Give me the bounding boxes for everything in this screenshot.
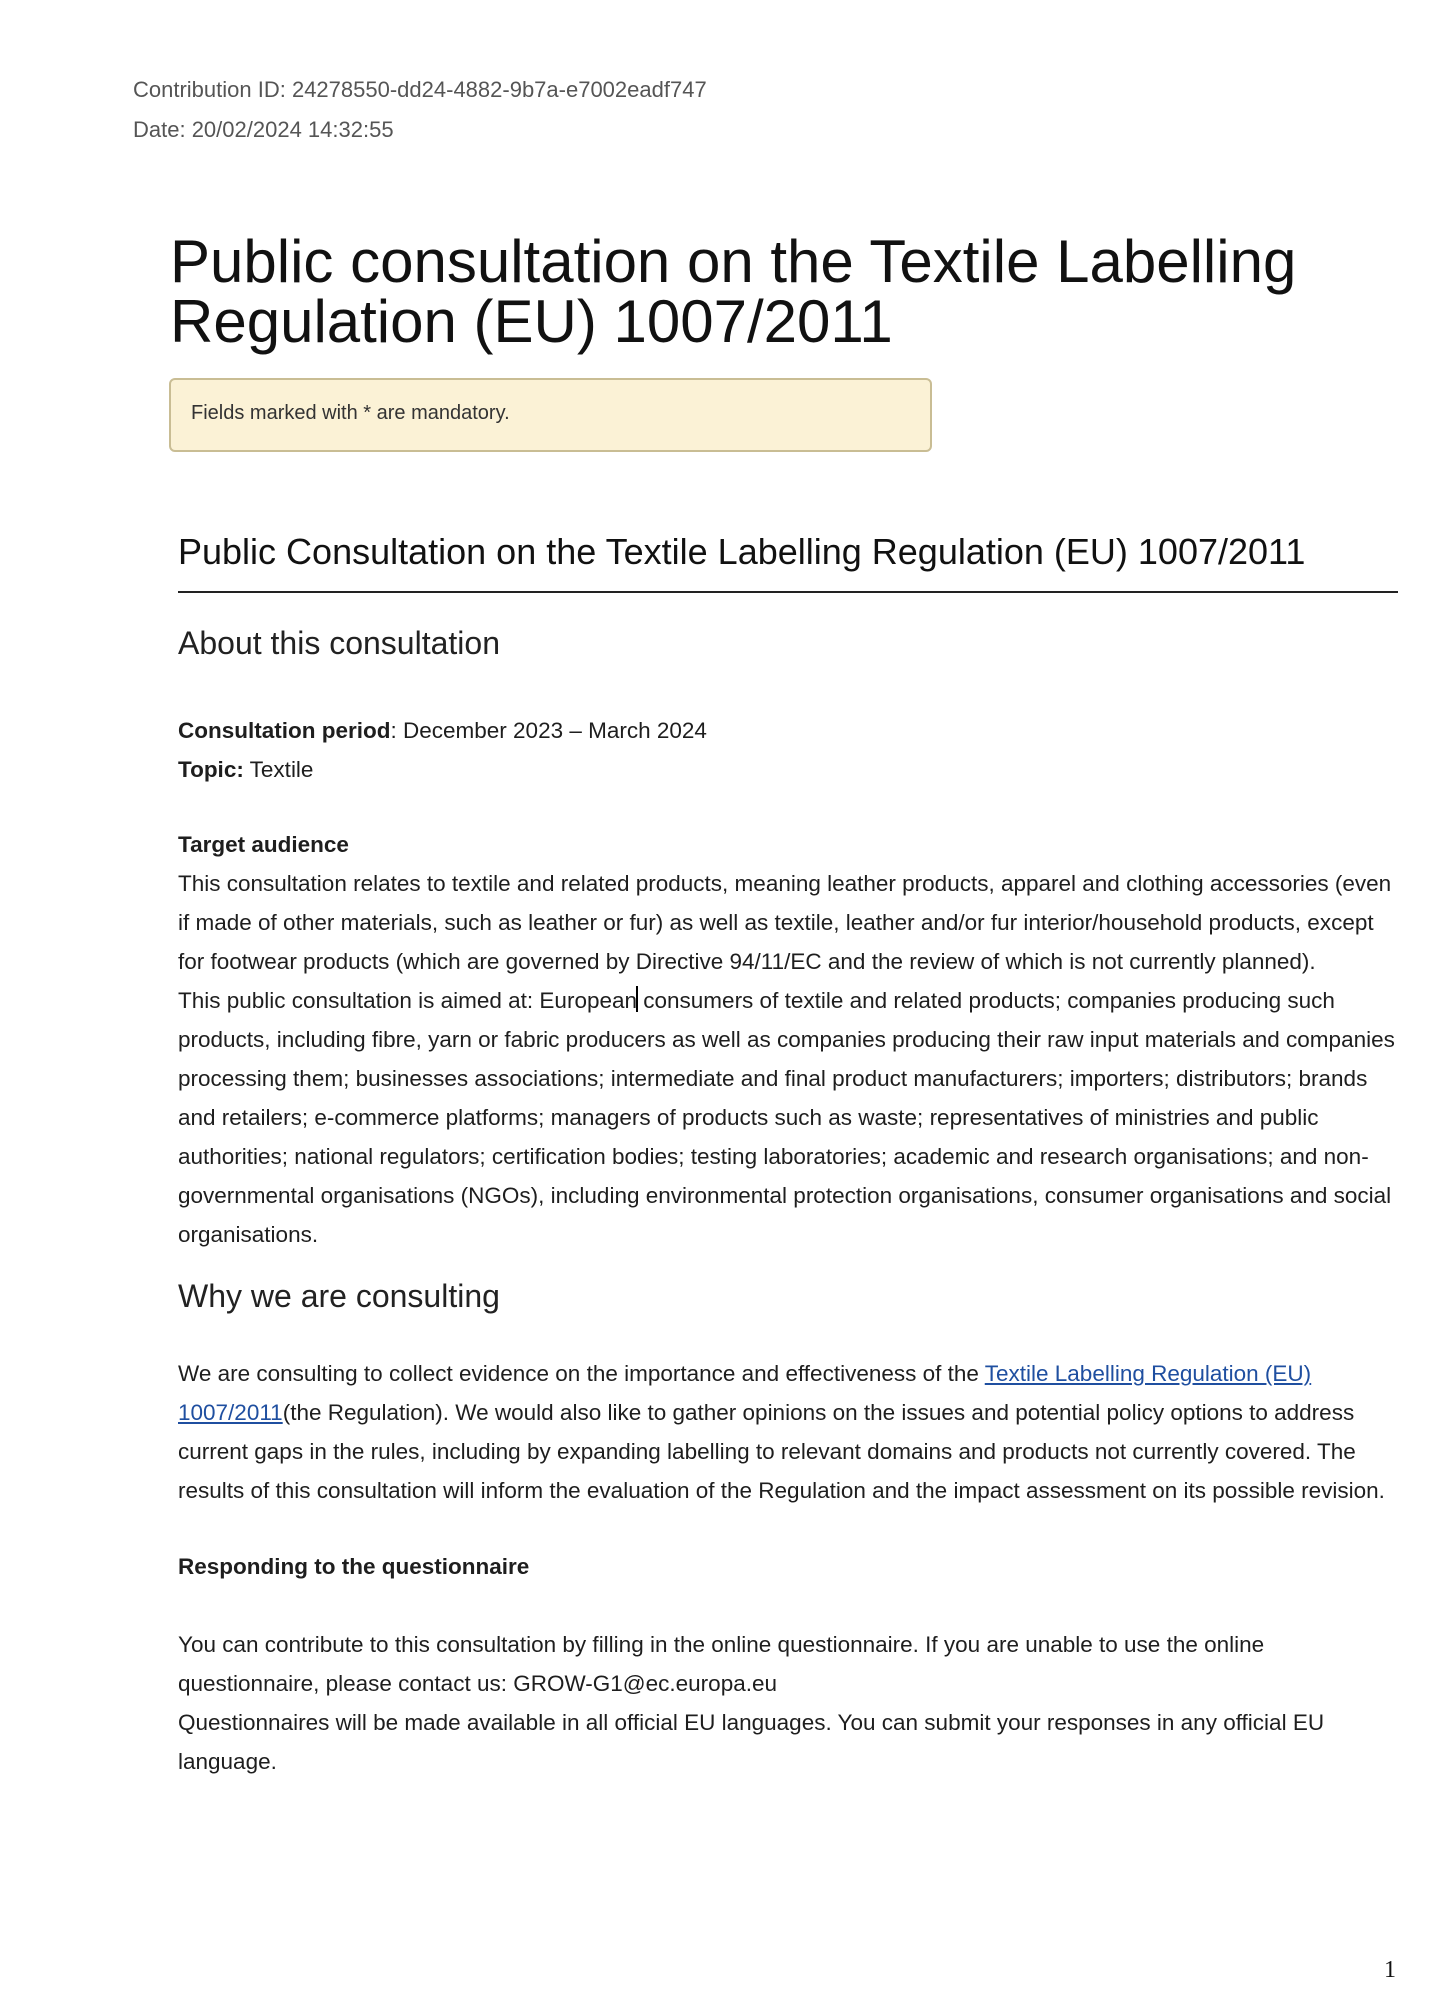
page-title-line-1: Public consultation on the Textile Labelling xyxy=(170,228,1297,295)
consultation-topic-value: Textile xyxy=(243,757,314,782)
consultation-period xyxy=(178,711,1398,750)
consultation-topic-label: Topic: xyxy=(178,757,244,782)
responding-heading: Responding to the questionnaire xyxy=(178,1554,530,1579)
submission-meta xyxy=(133,70,707,150)
section-title: Public Consultation on the Textile Labelling Regulation (EU) 1007/2011 xyxy=(178,527,1398,593)
responding-paragraph-1: You can contribute to this consultation by filling in the online questionnaire. If you are unable to use the online questionnaire, please contact us: GROW-G1@ec.europa.eu xyxy=(178,1632,1265,1696)
consultation-content xyxy=(178,623,1398,1781)
consultation-period-label: Consultation period xyxy=(178,718,391,743)
page-number: 1 xyxy=(1384,1957,1396,1983)
why-consulting-paragraph xyxy=(178,1354,1398,1510)
mandatory-fields-notice: Fields marked with * are mandatory. xyxy=(169,378,932,452)
why-consulting-text-after-link: (the Regulation). We would also like to gather opinions on the issues and potential policy options to address current gaps in the rules, including by expanding labelling to relevant domains and products not currently covered. The results of this consultation will inform the evaluation of the Regulation and the impact assessment on its possible revision. xyxy=(178,1400,1385,1503)
textile-regulation-link[interactable]: Textile Labelling Regulation (EU) 1007/2011 xyxy=(178,1361,1312,1425)
contribution-id: Contribution ID: 24278550-dd24-4882-9b7a-e7002eadf747 xyxy=(133,77,707,102)
responding-paragraph-2: Questionnaires will be made available in all official EU languages. You can submit your responses in any official EU language. xyxy=(178,1710,1325,1774)
consultation-topic xyxy=(178,750,1398,789)
page-title-line-2: Regulation (EU) 1007/2011 xyxy=(170,288,893,355)
consultation-period-value: : December 2023 – March 2024 xyxy=(390,718,707,743)
submission-date: Date: 20/02/2024 14:32:55 xyxy=(133,117,394,142)
about-heading: About this consultation xyxy=(178,625,500,661)
target-audience-paragraph-2 xyxy=(178,981,1398,1254)
target-audience-paragraph-1: This consultation relates to textile and related products, meaning leather products, apparel and clothing accessories (even if made of other materials, such as leather or fur) as well as textile, leather and/or fur interior/household products, except for footwear products (which are governed by Directive 94/11/EC and the review of which is not currently planned). xyxy=(178,871,1392,974)
why-consulting-text-before-link: We are consulting to collect evidence on the importance and effectiveness of the xyxy=(178,1361,985,1386)
target-audience-heading: Target audience xyxy=(178,832,349,857)
target-audience-text-after-cursor: consumers of textile and related products; companies producing such products, including fibre, yarn or fabric producers as well as companies producing their raw input materials and companies processing them; businesses associations; intermediate and final product manufacturers; importers; distributors; brands and retailers; e-commerce platforms; managers of products such as waste; representatives of ministries and public authorities; national regulators; certification bodies; testing laboratories; academic and research organisations; and non-governmental organisations (NGOs), including environmental protection organisations, consumer organisations and social organisations. xyxy=(178,988,1395,1247)
target-audience-text-before-cursor: This public consultation is aimed at: European xyxy=(178,988,638,1013)
page-title xyxy=(170,228,1350,355)
why-consulting-heading: Why we are consulting xyxy=(178,1278,500,1314)
